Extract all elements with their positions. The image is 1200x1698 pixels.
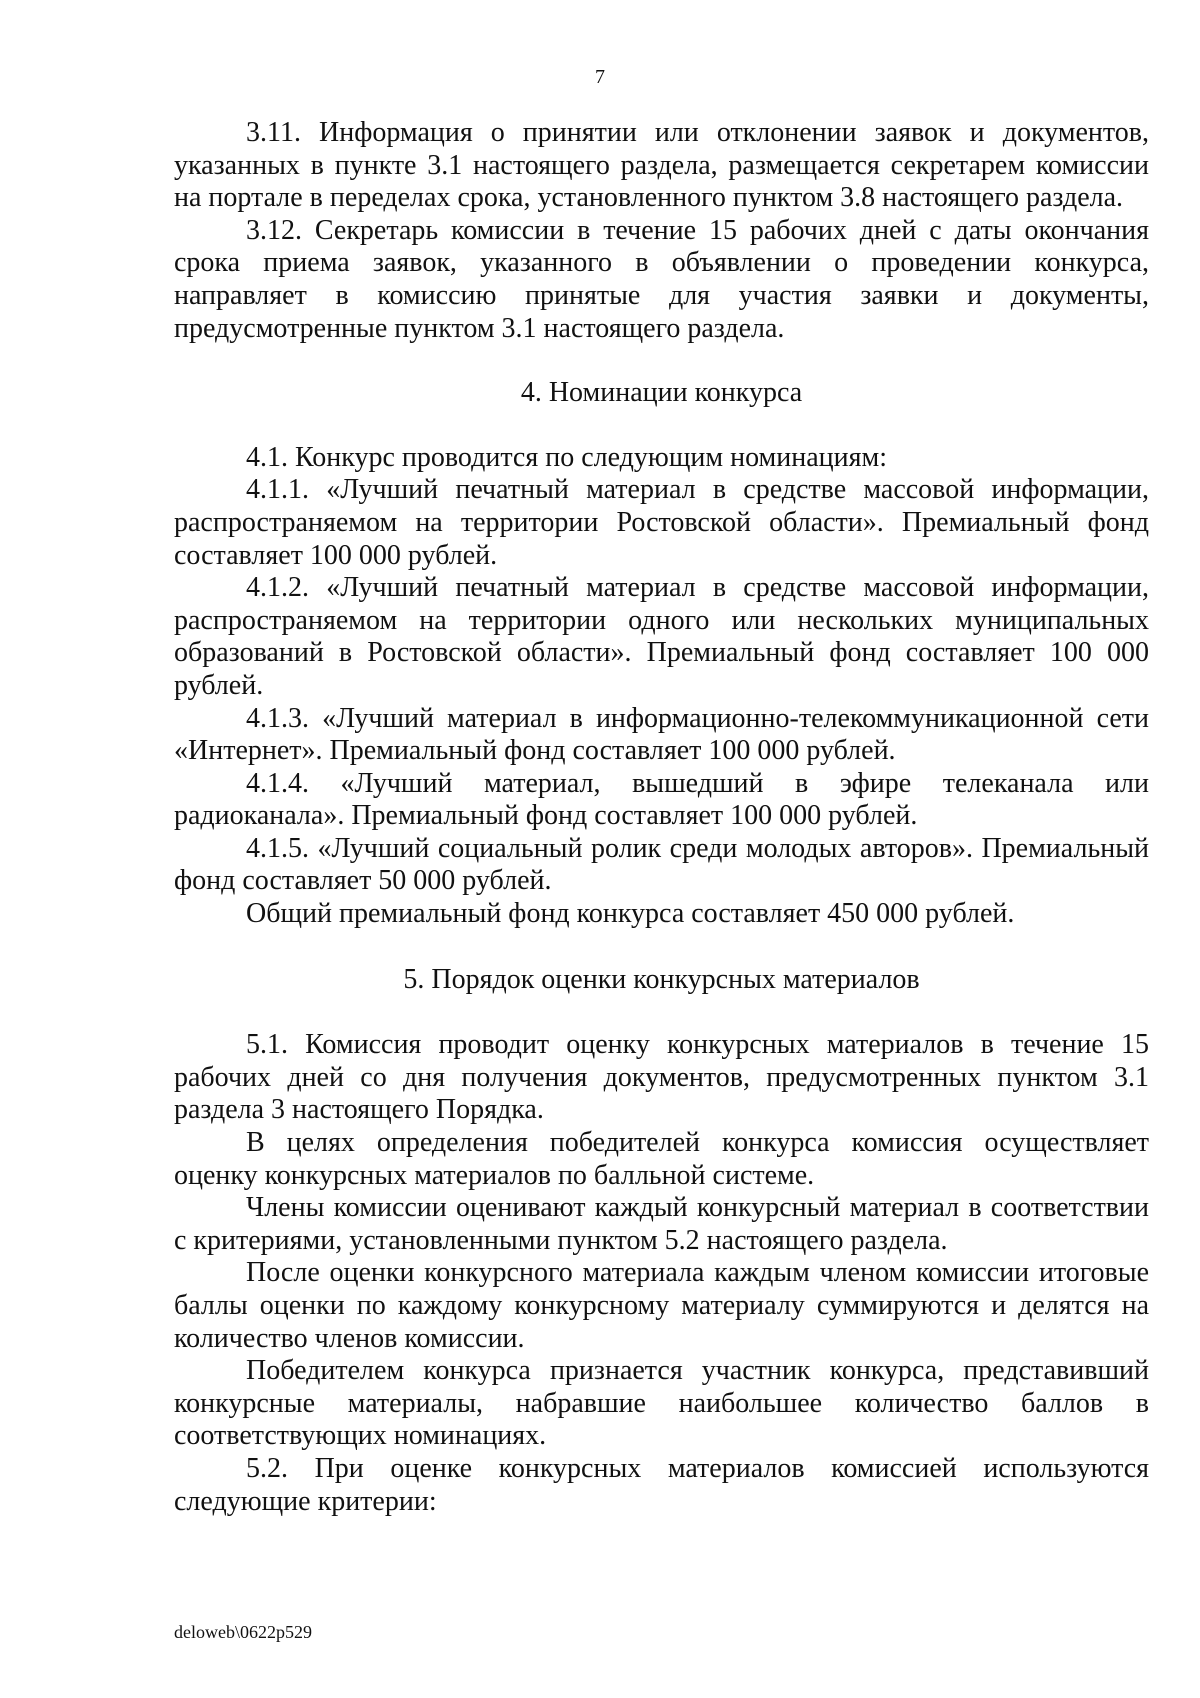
- paragraph-4-1-4: 4.1.4. «Лучший материал, вышедший в эфире телеканала или радиоканала». Премиальный фонд составляет 100 000 рублей.: [174, 767, 1149, 832]
- paragraph-4-1: 4.1. Конкурс проводится по следующим номинациям:: [246, 441, 888, 473]
- paragraph-5-1: 5.1. Комиссия проводит оценку конкурсных материалов в течение 15 рабочих дней со дня получения документов, предусмотренных пунктом 3.1 раздела 3 настоящего Порядка.: [174, 1029, 1149, 1126]
- document-body: [174, 117, 1149, 1518]
- paragraph-4-1-1: 4.1.1. «Лучший печатный материал в средстве массовой информации, распространяемом на территории Ростовской области». Премиальный фонд составляет 100 000 рублей.: [174, 474, 1149, 571]
- paragraph-5-1-members: Члены комиссии оценивают каждый конкурсный материал в соответствии с критериями, установленными пунктом 5.2 настоящего раздела.: [174, 1192, 1149, 1256]
- page-number: 7: [595, 66, 605, 88]
- section-5-heading: 5. Порядок оценки конкурсных материалов: [403, 963, 920, 995]
- paragraph-4-1-2: 4.1.2. «Лучший печатный материал в средстве массовой информации, распространяемом на территории одного или нескольких муниципальных образований в Ростовской области». Премиальный фонд составляет 100 000 рублей.: [174, 572, 1149, 701]
- paragraph-5-2: 5.2. При оценке конкурсных материалов комиссией используются следующие критерии:: [174, 1452, 1149, 1517]
- paragraph-3-12: 3.12. Секретарь комиссии в течение 15 рабочих дней с даты окончания срока приема заявок, указанного в объявлении о проведении конкурса, направляет в комиссию принятые для участия заявки и документы, предусмотренные пунктом 3.1 настоящего раздела.: [174, 214, 1149, 344]
- footer-document-code: deloweb\0622p529: [174, 1622, 312, 1642]
- paragraph-total-fund: Общий премиальный фонд конкурса составляет 450 000 рублей.: [246, 898, 1015, 930]
- paragraph-3-11: 3.11. Информация о принятии или отклонении заявок и документов, указанных в пункте 3.1 настоящего раздела, размещается секретарем комиссии на портале в переделах срока, установленного пунктом 3.8 настоящего раздела.: [174, 117, 1149, 214]
- paragraph-5-1-winner: Победителем конкурса признается участник конкурса, представивший конкурсные материалы, набравшие наибольшее количество баллов в соответствующих номинациях.: [174, 1355, 1149, 1452]
- paragraph-5-1-summation: После оценки конкурсного материала каждым членом комиссии итоговые баллы оценки по каждому конкурсному материалу суммируются и делятся на количество членов комиссии.: [174, 1257, 1149, 1354]
- paragraph-5-1-scoring: В целях определения победителей конкурса комиссия осуществляет оценку конкурсных материалов по балльной системе.: [174, 1127, 1149, 1191]
- paragraph-4-1-5: 4.1.5. «Лучший социальный ролик среди молодых авторов». Премиальный фонд составляет 50 000 рублей.: [174, 832, 1149, 897]
- section-4-heading: 4. Номинации конкурса: [520, 377, 803, 409]
- paragraph-4-1-3: 4.1.3. «Лучший материал в информационно-телекоммуникационной сети «Интернет». Премиальный фонд составляет 100 000 рублей.: [174, 702, 1149, 767]
